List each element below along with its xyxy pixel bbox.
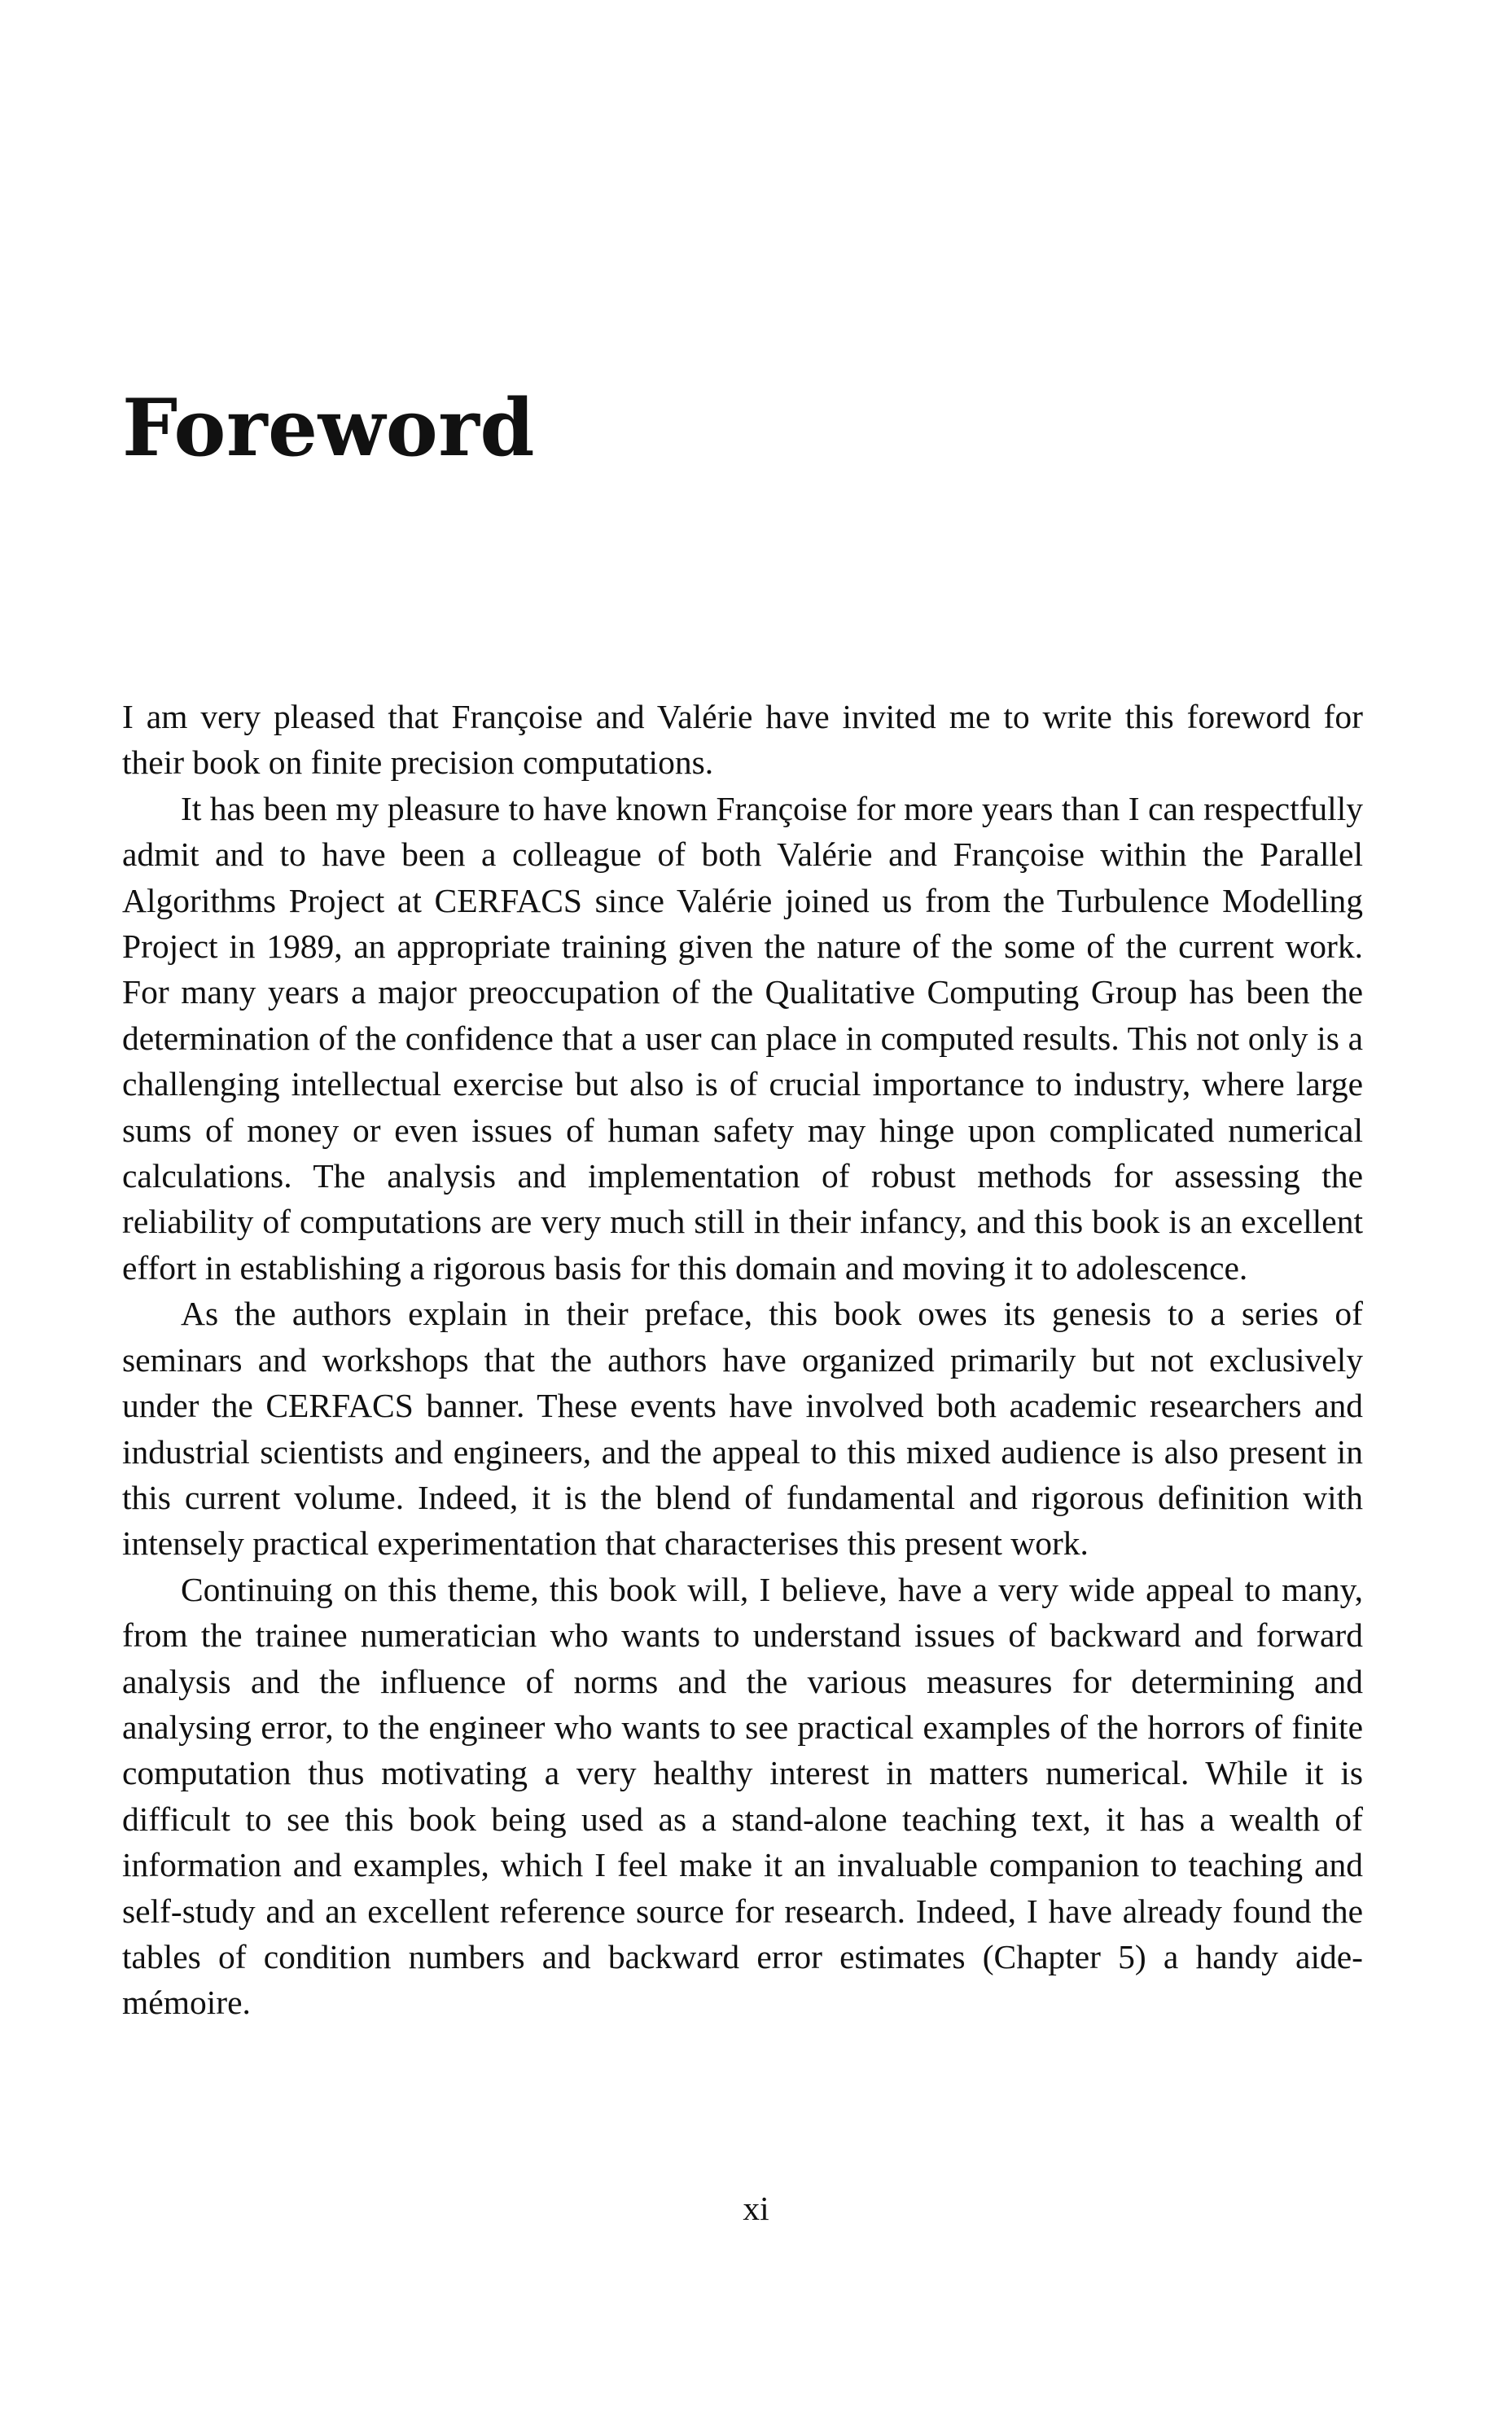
paragraph-appeal: Continuing on this theme, this book will, I believe, have a very wide appeal to many, from the trainee numeratician who wants to understand issues of backward and forward analysis and the influence of norms and the various measures for determining and analysing error, to the engineer who wants to see practical examples of the horrors of finite computation thus motivating a very healthy interest in matters numerical. While it is difficult to see this book being used as a stand-alone teaching text, it has a wealth of information and examples, which I feel make it an invaluable companion to teaching and self-study and an excellent reference source for research. Indeed, I have already found the tables of condition numbers and backward error estimates (Chapter 5) a handy aide-mémoire.	[122, 1570, 1363, 2022]
paragraph-acquaintance: It has been my pleasure to have known Françoise for more years than I can respectfully admit and to have been a colleague of both Valérie and Françoise within the Parallel Algorithms Project at CERFACS since Valérie joined us from the Turbulence Modelling Project in 1989, an appropriate training given the nature of the some of the current work. For many years a major preoccupation of the Qualitative Computing Group has been the determination of the confidence that a user can place in computed results. This not only is a challenging intellectual exercise but also is of crucial importance to industry, where large sums of money or even issues of human safety may hinge upon complicated numerical calculations. The analysis and implementation of robust methods for assessing the reliability of computations are very much still in their infancy, and this book is an excellent effort in establishing a rigorous basis for this domain and moving it to adolescence.	[122, 789, 1363, 1287]
paragraph-genesis: As the authors explain in their preface, this book owes its genesis to a series of seminars and workshops that the authors have organized primarily but not exclusively under the CERFACS banner. These events have involved both academic researchers and industrial scientists and engineers, and the appeal to this mixed audience is also present in this current volume. Indeed, it is the blend of fundamental and rigorous definition with intensely practical experimentation that characterises this present work.	[122, 1295, 1363, 1563]
chapter-title: Foreword	[122, 382, 535, 474]
page-number: xi	[743, 2190, 769, 2227]
paragraph-opening: I am very pleased that Françoise and Valérie have invited me to write this foreword for their book on finite precision computations.	[122, 698, 1363, 782]
foreword-body	[122, 694, 1363, 2026]
